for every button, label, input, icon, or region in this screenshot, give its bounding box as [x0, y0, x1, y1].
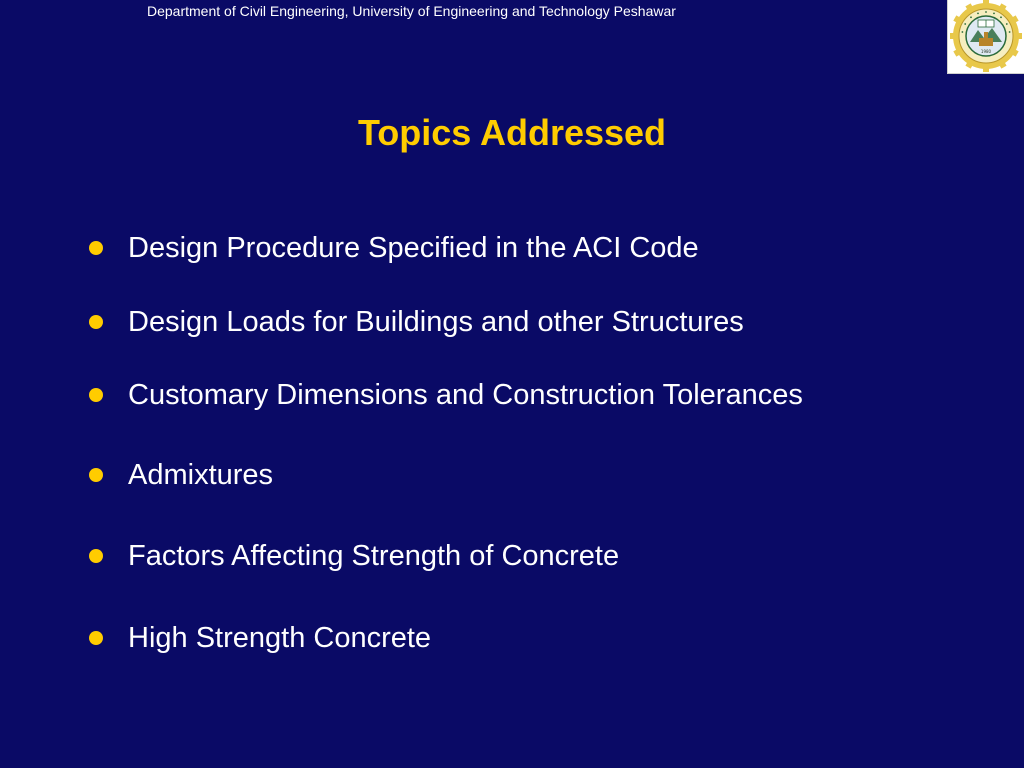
list-item [89, 375, 803, 415]
bullet-text: Admixtures [128, 458, 274, 491]
list-item [89, 618, 431, 658]
bullet-dot-icon [89, 468, 103, 482]
list-item [89, 228, 699, 268]
logo-year-text: 1980 [980, 49, 992, 54]
bullet-dot-icon [89, 631, 103, 645]
list-item [89, 455, 273, 495]
slide-title: Topics Addressed [357, 112, 667, 153]
bullet-dot-icon [89, 241, 103, 255]
list-item [89, 302, 744, 342]
list-item [89, 536, 619, 576]
bullet-text: Customary Dimensions and Construction Tolerances [128, 378, 803, 411]
bullet-text: Design Loads for Buildings and other Structures [128, 305, 744, 338]
bullet-text: Design Procedure Specified in the ACI Code [128, 231, 699, 264]
department-header: Department of Civil Engineering, University of Engineering and Technology Peshawar [147, 3, 676, 19]
bullet-dot-icon [89, 315, 103, 329]
bullet-dot-icon [89, 388, 103, 402]
bullet-dot-icon [89, 549, 103, 563]
bullet-text: High Strength Concrete [128, 621, 432, 654]
bullet-text: Factors Affecting Strength of Concrete [128, 539, 620, 572]
